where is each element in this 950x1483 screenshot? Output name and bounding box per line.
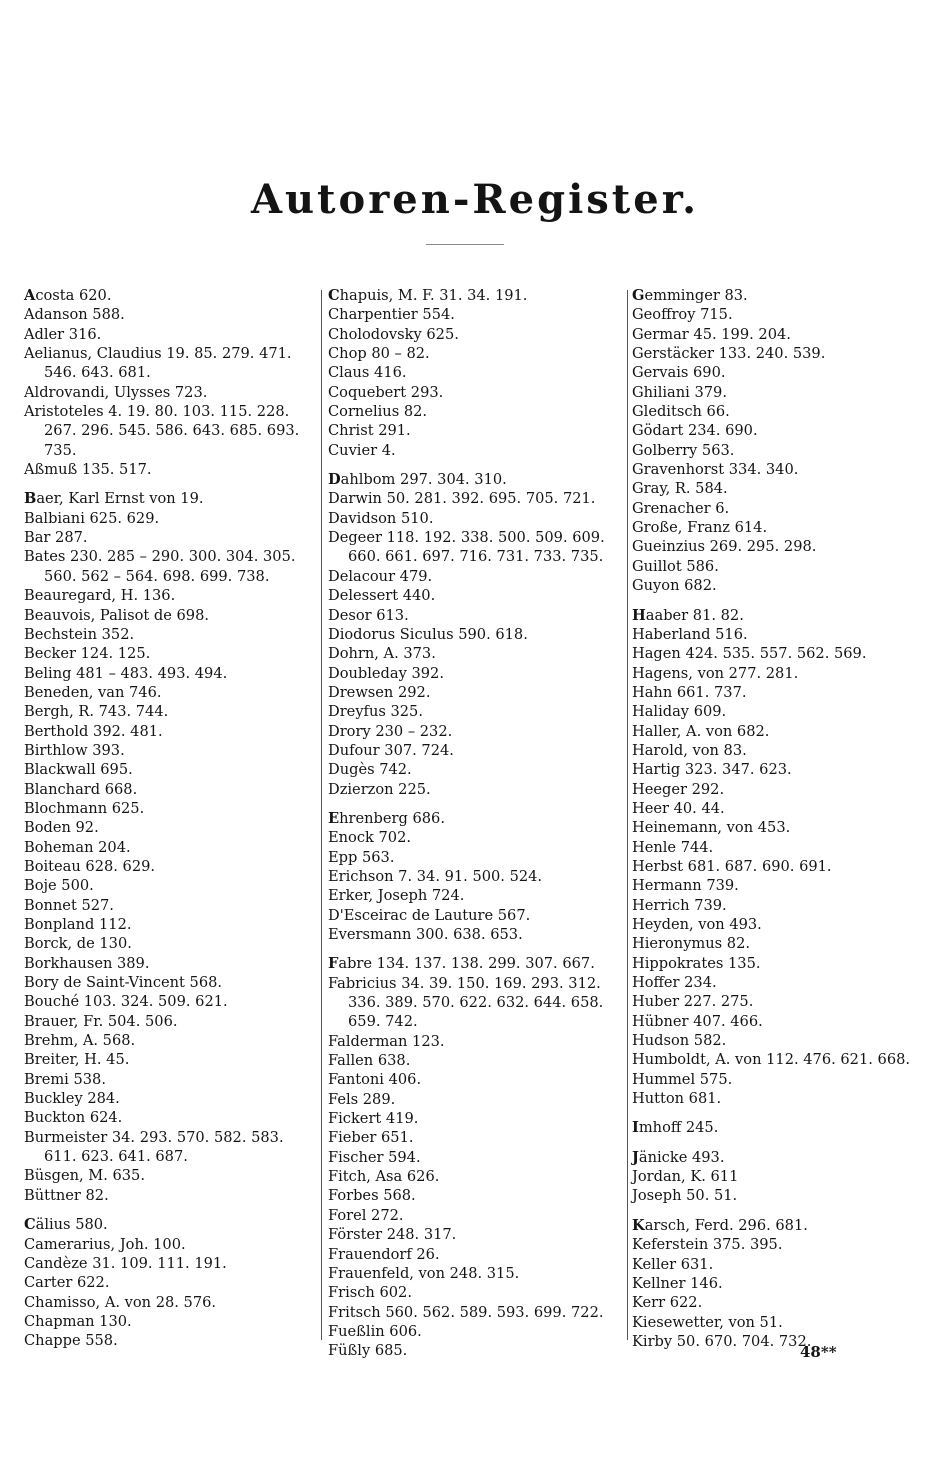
index-entry: Fallen 638. bbox=[328, 1052, 411, 1070]
index-entry: Berthold 392. 481. bbox=[24, 722, 163, 740]
index-entry: Brauer, Fr. 504. 506. bbox=[24, 1012, 178, 1030]
index-entry: Kellner 146. bbox=[632, 1274, 723, 1292]
index-entry: Bechstein 352. bbox=[24, 625, 135, 643]
index-column-1 bbox=[24, 286, 320, 1351]
index-entry: Diodorus Siculus 590. 618. bbox=[328, 625, 528, 643]
printer-signature: 48** bbox=[800, 1343, 837, 1361]
index-entry: Chamisso, A. von 28. 576. bbox=[24, 1293, 217, 1311]
index-entry: Chop 80 – 82. bbox=[328, 345, 430, 363]
index-entry: Charpentier 554. bbox=[328, 306, 455, 324]
index-entry: Kirby 50. 670. 704. 732. bbox=[632, 1332, 812, 1350]
index-entry: Fabre 134. 137. 138. 299. 307. 667. bbox=[328, 955, 595, 973]
index-entry: Fitch, Asa 626. bbox=[328, 1168, 440, 1186]
index-entry: Kerr 622. bbox=[632, 1294, 703, 1312]
index-entry: Frauendorf 26. bbox=[328, 1245, 440, 1263]
index-entry: Cornelius 82. bbox=[328, 403, 428, 421]
index-entry: Gleditsch 66. bbox=[632, 403, 730, 421]
index-entry: Coquebert 293. bbox=[328, 383, 444, 401]
index-entry: Becker 124. 125. bbox=[24, 645, 151, 663]
index-entry: Heyden, von 493. bbox=[632, 916, 762, 933]
index-entry: Dreyfus 325. bbox=[328, 703, 423, 721]
index-entry: Keller 631. bbox=[632, 1255, 714, 1273]
index-entry: Hutton 681. bbox=[632, 1090, 722, 1108]
index-entry: Hoffer 234. bbox=[632, 974, 717, 992]
index-entry: Blanchard 668. bbox=[24, 780, 138, 798]
index-entry: Buckley 284. bbox=[24, 1090, 120, 1108]
index-entry: Heeger 292. bbox=[632, 780, 725, 798]
index-entry: Fabricius 34. 39. 150. 169. 293. 312. bbox=[328, 974, 601, 992]
index-entry: Herbst 681. 687. 690. 691. bbox=[632, 857, 832, 875]
index-entry: Carter 622. bbox=[24, 1274, 110, 1292]
index-entry: Kiesewetter, von 51. bbox=[632, 1313, 783, 1331]
index-entry: Haller, A. von 682. bbox=[632, 722, 770, 740]
index-entry-continuation: 611. 623. 641. 687. bbox=[44, 1148, 188, 1166]
index-entry: Epp 563. bbox=[328, 848, 395, 866]
index-entry: Degeer 118. 192. 338. 500. 509. 609. bbox=[328, 529, 605, 547]
index-entry: Frisch 602. bbox=[328, 1284, 412, 1302]
index-entry: Förster 248. 317. bbox=[328, 1226, 457, 1244]
index-entry: D'Esceirac de Lauture 567. bbox=[328, 906, 531, 924]
index-entry: Bonpland 112. bbox=[24, 916, 132, 933]
index-entry: Bory de Saint-Vincent 568. bbox=[24, 974, 223, 992]
index-entry: Fantoni 406. bbox=[328, 1071, 422, 1089]
index-entry: Beneden, van 746. bbox=[24, 683, 162, 701]
index-entry: Hummel 575. bbox=[632, 1070, 733, 1088]
index-entry: Geoffroy 715. bbox=[632, 306, 733, 324]
index-entry: Gödart 234. 690. bbox=[632, 422, 758, 440]
index-entry: Büttner 82. bbox=[24, 1186, 109, 1204]
index-entry: Gravenhorst 334. 340. bbox=[632, 461, 799, 479]
index-entry: Hübner 407. 466. bbox=[632, 1012, 763, 1030]
index-entry: Dzierzon 225. bbox=[328, 780, 431, 798]
index-entry-continuation: 560. 562 – 564. 698. 699. 738. bbox=[44, 567, 270, 585]
index-entry: Hudson 582. bbox=[632, 1032, 727, 1050]
index-entry: Ehrenberg 686. bbox=[328, 809, 445, 827]
index-entry: Füßly 685. bbox=[328, 1342, 408, 1360]
index-entry: Adler 316. bbox=[24, 325, 102, 343]
index-entry: Huber 227. 275. bbox=[632, 993, 754, 1011]
index-entry: Guillot 586. bbox=[632, 557, 719, 575]
index-entry: Dahlbom 297. 304. 310. bbox=[328, 471, 507, 489]
index-entry-continuation: 336. 389. 570. 622. 632. 644. 658. bbox=[348, 994, 604, 1012]
column-divider bbox=[627, 290, 628, 1340]
index-entry: Haliday 609. bbox=[632, 703, 727, 721]
index-entry: Falderman 123. bbox=[328, 1032, 445, 1050]
index-entry: Aßmuß 135. 517. bbox=[24, 461, 152, 479]
index-entry: Enock 702. bbox=[328, 829, 411, 847]
index-entry: Hagens, von 277. 281. bbox=[632, 664, 799, 682]
index-entry: Hartig 323. 347. 623. bbox=[632, 761, 792, 779]
index-entry: Erker, Joseph 724. bbox=[328, 887, 465, 905]
index-entry: Boheman 204. bbox=[24, 838, 131, 856]
index-entry: Burmeister 34. 293. 570. 582. 583. bbox=[24, 1128, 284, 1146]
index-entry: Candèze 31. 109. 111. 191. bbox=[24, 1254, 227, 1272]
index-entry: Aldrovandi, Ulysses 723. bbox=[24, 383, 208, 401]
column-divider bbox=[321, 290, 322, 1340]
index-entry: Desor 613. bbox=[328, 606, 409, 624]
index-entry: Jänicke 493. bbox=[632, 1148, 725, 1166]
index-entry: Büsgen, M. 635. bbox=[24, 1167, 145, 1185]
index-entry: Beauregard, H. 136. bbox=[24, 587, 176, 605]
index-entry: Chapman 130. bbox=[24, 1312, 132, 1330]
index-entry: Davidson 510. bbox=[328, 509, 434, 527]
index-entry: Cuvier 4. bbox=[328, 441, 396, 459]
index-entry: Blochmann 625. bbox=[24, 799, 145, 817]
index-entry: Hagen 424. 535. 557. 562. 569. bbox=[632, 645, 867, 663]
index-entry: Große, Franz 614. bbox=[632, 519, 768, 537]
title-divider bbox=[426, 244, 504, 245]
index-entry: Aelianus, Claudius 19. 85. 279. 471. bbox=[24, 345, 292, 363]
index-entry: Dufour 307. 724. bbox=[328, 741, 454, 759]
index-entry: Breiter, H. 45. bbox=[24, 1051, 130, 1069]
index-entry: Joseph 50. 51. bbox=[632, 1187, 738, 1205]
index-entry: Aristoteles 4. 19. 80. 103. 115. 228. bbox=[24, 403, 290, 421]
index-entry: Gueinzius 269. 295. 298. bbox=[632, 538, 817, 556]
index-entry: Imhoff 245. bbox=[632, 1119, 719, 1137]
index-entry: Bouché 103. 324. 509. 621. bbox=[24, 993, 228, 1011]
index-entry: Borkhausen 389. bbox=[24, 954, 150, 972]
index-entry: Haaber 81. 82. bbox=[632, 606, 744, 624]
index-column-2 bbox=[328, 286, 620, 1361]
index-entry: Bergh, R. 743. 744. bbox=[24, 703, 169, 721]
index-entry: Bonnet 527. bbox=[24, 896, 114, 914]
index-entry: Fritsch 560. 562. 589. 593. 699. 722. bbox=[328, 1303, 604, 1321]
index-entry: Bates 230. 285 – 290. 300. 304. 305. bbox=[24, 548, 296, 566]
index-entry: Drewsen 292. bbox=[328, 683, 431, 701]
index-entry: Cholodovsky 625. bbox=[328, 325, 459, 343]
index-entry: Jordan, K. 611 bbox=[632, 1168, 739, 1186]
index-entry: Heinemann, von 453. bbox=[632, 819, 791, 837]
index-entry-continuation: 659. 742. bbox=[348, 1013, 418, 1031]
index-entry: Dugès 742. bbox=[328, 761, 412, 779]
index-entry: Guyon 682. bbox=[632, 577, 717, 595]
index-entry: Fickert 419. bbox=[328, 1110, 419, 1128]
index-entry: Henle 744. bbox=[632, 838, 714, 856]
index-entry: Balbiani 625. 629. bbox=[24, 509, 160, 527]
index-entry-continuation: 267. 296. 545. 586. 643. 685. 693. bbox=[44, 422, 300, 440]
index-entry: Fischer 594. bbox=[328, 1148, 421, 1166]
index-entry-continuation: 735. bbox=[44, 441, 77, 459]
index-entry: Delessert 440. bbox=[328, 587, 436, 605]
index-entry: Hermann 739. bbox=[632, 877, 739, 895]
index-entry-continuation: 546. 643. 681. bbox=[44, 364, 151, 382]
index-entry: Acosta 620. bbox=[24, 287, 112, 304]
index-entry: Gervais 690. bbox=[632, 364, 726, 382]
index-entry: Karsch, Ferd. 296. 681. bbox=[632, 1216, 808, 1234]
index-entry: Haberland 516. bbox=[632, 625, 748, 643]
index-entry: Dohrn, A. 373. bbox=[328, 645, 436, 663]
index-entry: Keferstein 375. 395. bbox=[632, 1236, 783, 1254]
index-entry: Baer, Karl Ernst von 19. bbox=[24, 490, 204, 508]
index-entry: Harold, von 83. bbox=[632, 741, 747, 759]
index-entry: Bar 287. bbox=[24, 529, 88, 547]
index-entry: Beling 481 – 483. 493. 494. bbox=[24, 664, 228, 682]
index-entry: Forel 272. bbox=[328, 1206, 404, 1224]
index-entry: Golberry 563. bbox=[632, 441, 735, 459]
index-entry: Darwin 50. 281. 392. 695. 705. 721. bbox=[328, 490, 596, 508]
index-entry: Fieber 651. bbox=[328, 1129, 414, 1147]
index-entry: Fueßlin 606. bbox=[328, 1322, 422, 1340]
index-entry: Drory 230 – 232. bbox=[328, 722, 453, 740]
index-entry: Beauvois, Palisot de 698. bbox=[24, 606, 210, 624]
index-entry: Herrich 739. bbox=[632, 896, 727, 914]
index-entry: Hippokrates 135. bbox=[632, 954, 761, 972]
index-entry: Heer 40. 44. bbox=[632, 799, 725, 817]
index-entry: Ghiliani 379. bbox=[632, 383, 727, 401]
index-entry: Doubleday 392. bbox=[328, 664, 444, 682]
index-entry: Boiteau 628. 629. bbox=[24, 857, 156, 875]
index-entry: Buckton 624. bbox=[24, 1109, 123, 1127]
index-entry: Camerarius, Joh. 100. bbox=[24, 1235, 186, 1253]
index-entry: Bremi 538. bbox=[24, 1070, 106, 1088]
index-entry: Boden 92. bbox=[24, 819, 99, 837]
index-entry: Borck, de 130. bbox=[24, 935, 132, 953]
index-entry: Delacour 479. bbox=[328, 567, 433, 585]
index-entry: Brehm, A. 568. bbox=[24, 1032, 136, 1050]
index-entry: Gerstäcker 133. 240. 539. bbox=[632, 345, 826, 363]
index-entry: Chapuis, M. F. 31. 34. 191. bbox=[328, 287, 528, 304]
index-entry: Blackwall 695. bbox=[24, 761, 133, 779]
index-entry: Frauenfeld, von 248. 315. bbox=[328, 1264, 520, 1282]
index-entry: Humboldt, A. von 112. 476. 621. 668. bbox=[632, 1051, 911, 1069]
page-title: Autoren-Register. bbox=[250, 176, 700, 223]
index-entry: Gemminger 83. bbox=[632, 287, 748, 304]
index-entry: Hahn 661. 737. bbox=[632, 683, 747, 701]
index-entry-continuation: 660. 661. 697. 716. 731. 733. 735. bbox=[348, 548, 604, 566]
index-entry: Christ 291. bbox=[328, 422, 411, 440]
index-entry: Eversmann 300. 638. 653. bbox=[328, 926, 523, 943]
index-entry: Claus 416. bbox=[328, 364, 407, 382]
index-entry: Cälius 580. bbox=[24, 1216, 108, 1234]
index-entry: Hieronymus 82. bbox=[632, 935, 751, 953]
index-entry: Gray, R. 584. bbox=[632, 480, 728, 498]
index-entry: Erichson 7. 34. 91. 500. 524. bbox=[328, 867, 543, 885]
index-entry: Chappe 558. bbox=[24, 1332, 118, 1350]
index-entry: Grenacher 6. bbox=[632, 499, 730, 517]
index-entry: Boje 500. bbox=[24, 877, 94, 895]
index-entry: Fels 289. bbox=[328, 1090, 396, 1108]
index-entry: Birthlow 393. bbox=[24, 741, 125, 759]
index-entry: Adanson 588. bbox=[24, 306, 125, 324]
index-column-3 bbox=[632, 286, 932, 1351]
index-entry: Germar 45. 199. 204. bbox=[632, 325, 791, 343]
index-entry: Forbes 568. bbox=[328, 1187, 416, 1205]
